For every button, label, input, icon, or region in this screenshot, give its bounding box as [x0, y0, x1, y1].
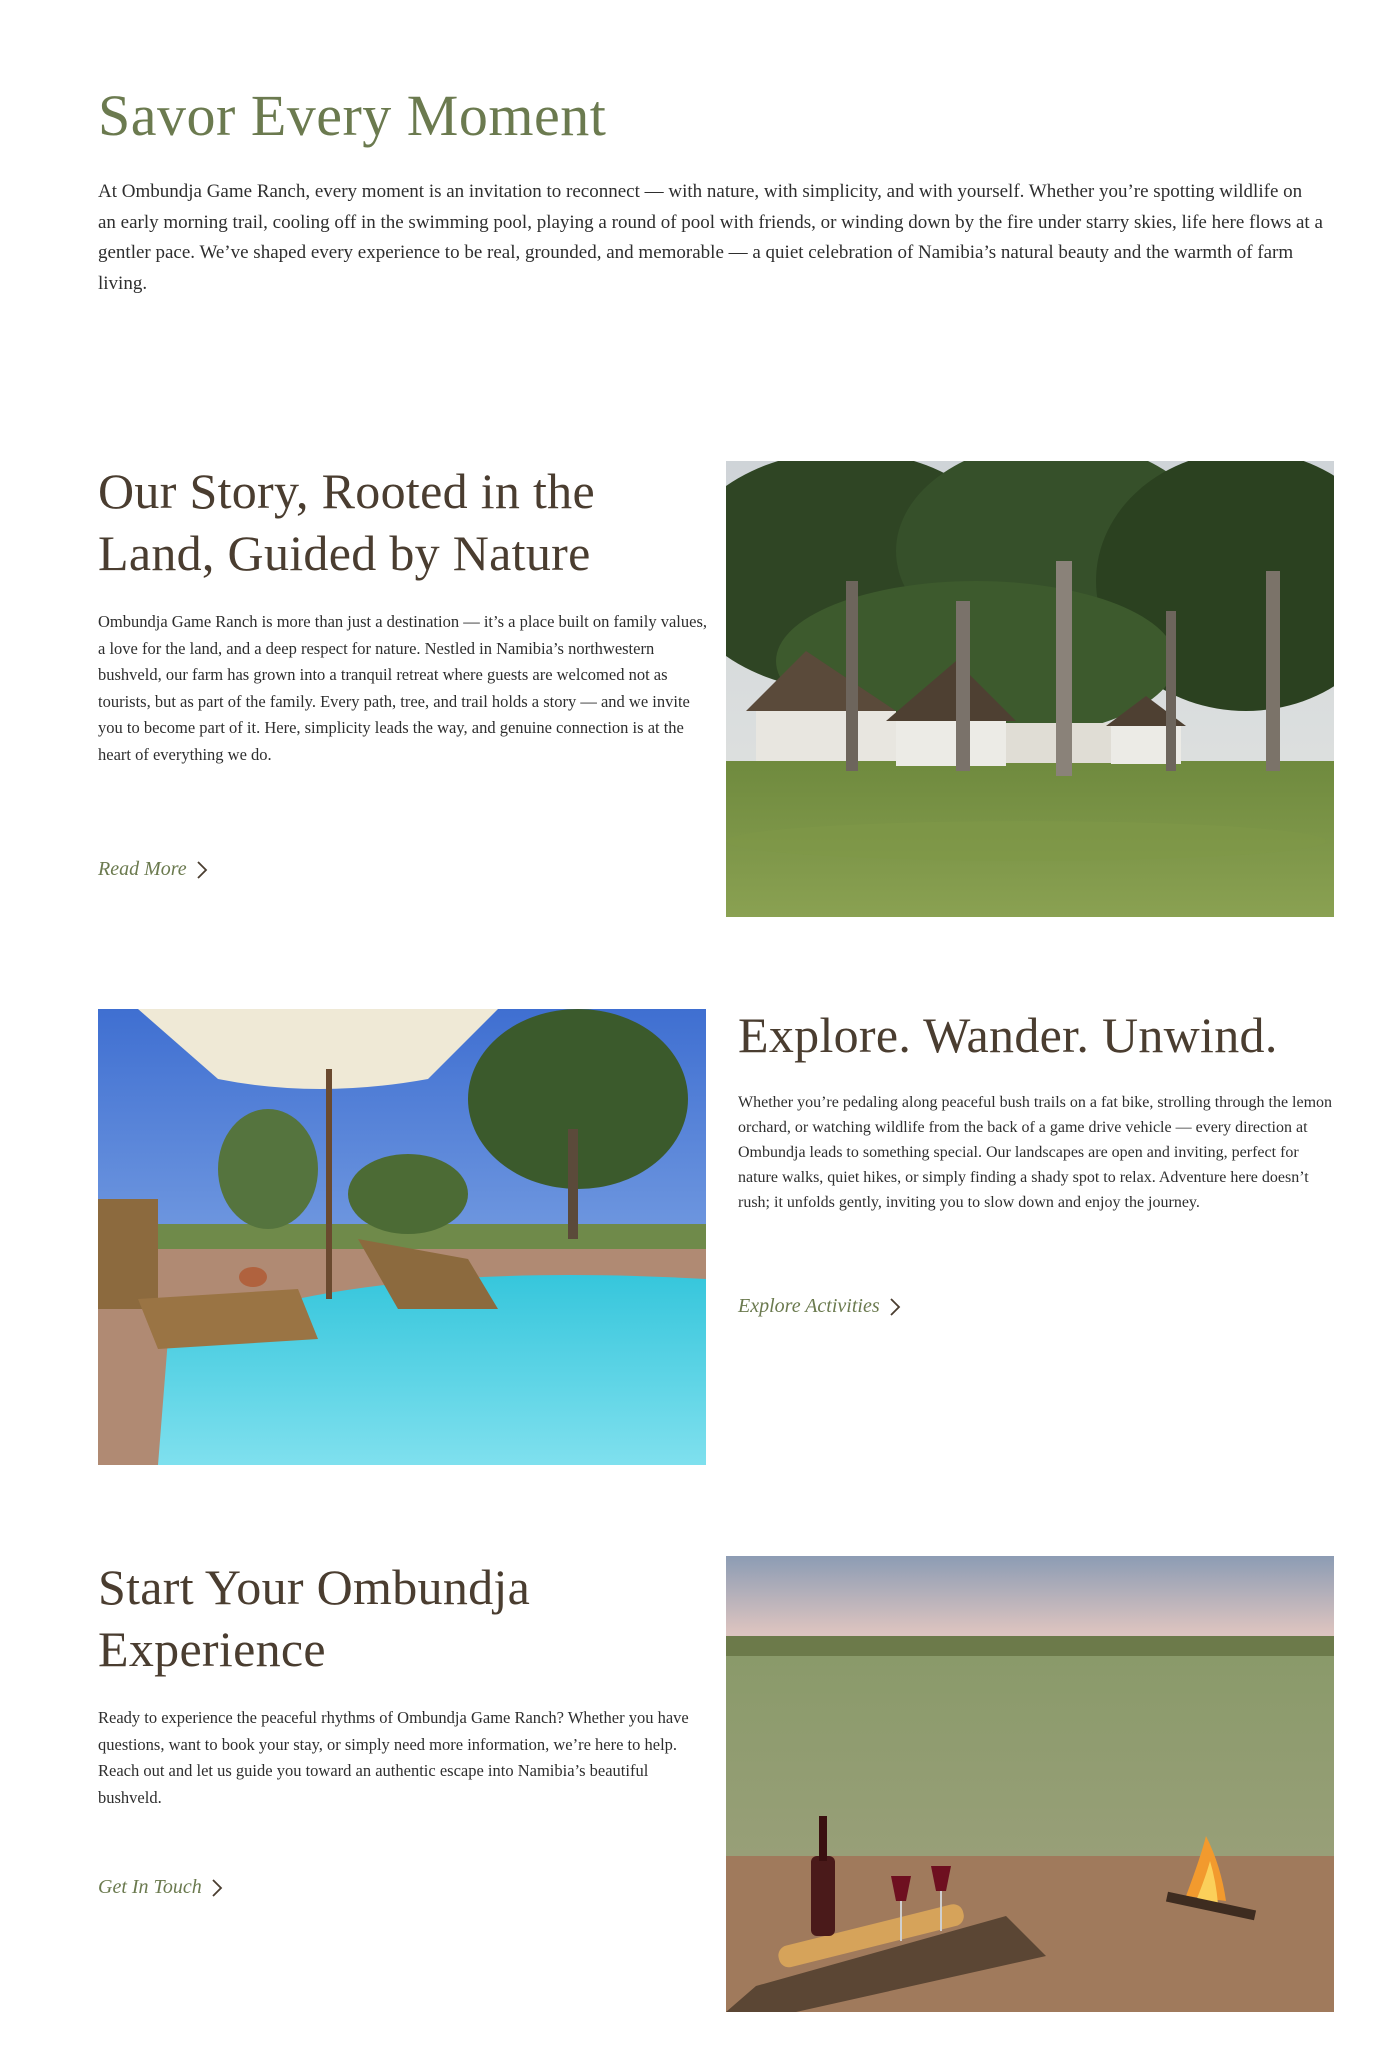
story-section [98, 460, 713, 769]
start-section [98, 1556, 713, 1811]
pool-photo [98, 1009, 706, 1465]
ranch-house-photo [726, 461, 1334, 917]
intro-title: Savor Every Moment [98, 83, 607, 148]
read-more-label: Read More [98, 858, 187, 880]
get-in-touch-link[interactable] [98, 1876, 224, 1899]
start-title: Start Your Ombundja Experience [98, 1559, 531, 1677]
campfire-photo [726, 1556, 1334, 2012]
chevron-right-icon [210, 1878, 224, 1898]
story-text: Ombundja Game Ranch is more than just a destination — it’s a place built on family values, a love for the land, and a deep respect for nature. Nestled in Namibia’s northwestern bushveld, our farm has grown into a tranquil retreat where guests are welcomed not as tourists, but as part of the family. Every path, tree, and trail holds a story — and we invite you to become part of it. Here, simplicity leads the way, and genuine connection is at the heart of everything we do. [98, 612, 707, 764]
story-title: Our Story, Rooted in the Land, Guided by Nature [98, 463, 595, 581]
explore-text: Whether you’re pedaling along peaceful bush trails on a fat bike, strolling through the lemon orchard, or watching wildlife from the back of a game drive vehicle — every direction at Ombundja leads to something special. Our landscapes are open and inviting, perfect for nature walks, quiet hikes, or simply finding a shady spot to relax. Adventure here doesn’t rush; it unfolds gently, inviting you to slow down and enjoy the journey. [738, 1094, 1333, 1211]
chevron-right-icon [888, 1297, 902, 1317]
explore-activities-link[interactable] [738, 1295, 902, 1318]
explore-activities-label: Explore Activities [738, 1295, 880, 1317]
intro-text: At Ombundja Game Ranch, every moment is an invitation to reconnect — with nature, with simplicity, and with yourself. Whether you’re spotting wildlife on an early morning trail, cooling off in the swimming pool, playing a round of pool with friends, or winding down by the fire under starry skies, life here flows at a gentler pace. We’ve shaped every experience to be real, grounded, and memorable — a quiet celebration of Namibia’s natural beauty and the warmth of farm living. [98, 181, 1323, 294]
explore-section [738, 1004, 1338, 1215]
get-in-touch-label: Get In Touch [98, 1876, 202, 1898]
read-more-link[interactable] [98, 858, 209, 881]
explore-title: Explore. Wander. Unwind. [738, 1007, 1278, 1063]
intro-section [98, 80, 1323, 299]
start-text: Ready to experience the peaceful rhythms of Ombundja Game Ranch? Whether you have questions, want to book your stay, or simply need more information, we’re here to help. Reach out and let us guide you toward an authentic escape into Namibia’s beautiful bushveld. [98, 1708, 689, 1807]
chevron-right-icon [195, 860, 209, 880]
